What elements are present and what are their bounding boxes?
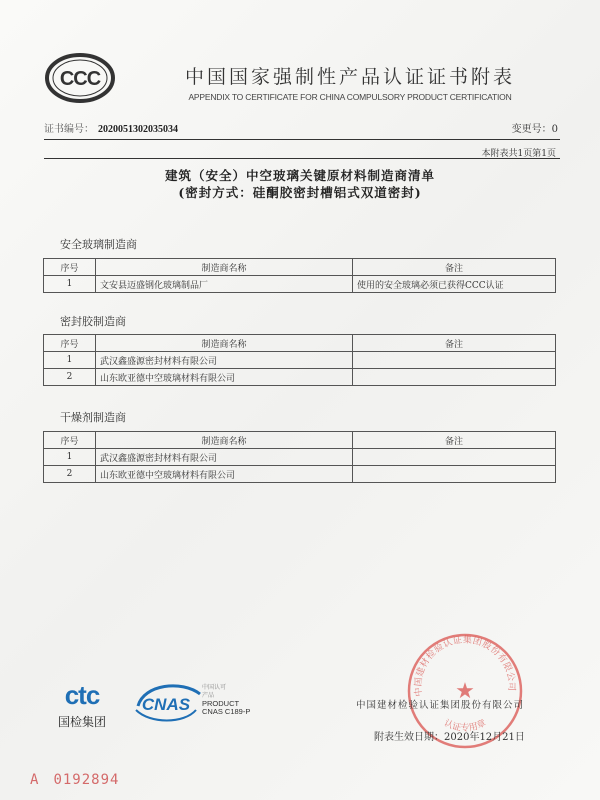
col-header-no: 序号	[44, 335, 96, 352]
header-divider	[44, 139, 560, 140]
col-header-remark: 备注	[353, 259, 556, 276]
cert-no-value: 2020051302035034	[98, 124, 178, 135]
row-name: 武汉鑫盛源密封材料有限公司	[96, 449, 353, 466]
change-number: 变更号：0	[511, 124, 558, 135]
ccc-logo-text: CCC	[59, 68, 101, 90]
serial-value: 0192894	[53, 772, 120, 788]
cnas-line4: CNAS C189-P	[202, 707, 251, 716]
row-no: 2	[44, 369, 96, 386]
row-no: 2	[44, 466, 96, 483]
col-header-remark: 备注	[353, 335, 556, 352]
table-header-row	[44, 432, 556, 449]
row-remark	[353, 449, 556, 466]
cnas-line1: 中国认可	[202, 685, 227, 691]
table-safety-glass	[43, 258, 556, 293]
document-title: 建筑（安全）中空玻璃关键原材料制造商清单	[164, 168, 435, 183]
row-name: 武汉鑫盛源密封材料有限公司	[96, 352, 353, 369]
col-header-no: 序号	[44, 432, 96, 449]
col-header-name: 制造商名称	[96, 335, 353, 352]
serial-number	[30, 772, 119, 788]
table-desiccant	[43, 431, 556, 483]
serial-prefix: A	[30, 772, 40, 788]
document-subtitle: (密封方式：硅酮胶密封槽铝式双道密封)	[178, 185, 422, 200]
col-header-name: 制造商名称	[96, 259, 353, 276]
table-row	[44, 466, 556, 483]
section-title-sealant: 密封胶制造商	[60, 315, 126, 328]
table-row	[44, 352, 556, 369]
cnas-line3: PRODUCT	[202, 699, 240, 708]
table-header-row	[44, 259, 556, 276]
row-name: 山东欧亚德中空玻璃材料有限公司	[96, 466, 353, 483]
page-info: 本附表共1页第1页	[481, 149, 556, 159]
col-header-name: 制造商名称	[96, 432, 353, 449]
row-name: 文安县迈盛钢化玻璃制品厂	[96, 276, 353, 293]
row-remark	[353, 369, 556, 386]
issuer-name: 中国建材检验认证集团股份有限公司	[356, 700, 525, 711]
section-title-desiccant: 干燥剂制造商	[60, 411, 126, 424]
table-header-row	[44, 335, 556, 352]
row-no: 1	[44, 449, 96, 466]
cnas-line2: 产品	[202, 693, 215, 699]
cnas-accreditation-text	[202, 684, 250, 716]
row-remark	[353, 466, 556, 483]
table-row	[44, 449, 556, 466]
seal-star-icon: ★	[455, 679, 475, 704]
row-name: 山东欧亚德中空玻璃材料有限公司	[96, 369, 353, 386]
certificate-number	[44, 120, 178, 135]
section-title-safety-glass: 安全玻璃制造商	[60, 238, 137, 251]
row-remark: 使用的安全玻璃必须已获得CCC认证	[353, 276, 556, 293]
ctc-logo-text: ctc	[64, 680, 100, 710]
ccc-logo-icon	[44, 52, 116, 104]
table-sealant	[43, 334, 556, 386]
ctc-name: 国检集团	[57, 715, 107, 729]
seal-text: 中国建材检验认证集团股份有限公司	[413, 635, 517, 697]
issue-date: 附表生效日期：2020年12月21日	[374, 732, 525, 743]
certificate-title-cn: 中国国家强制性产品认证证书附表	[184, 66, 515, 88]
col-header-remark: 备注	[353, 432, 556, 449]
row-remark	[353, 352, 556, 369]
title-divider	[44, 158, 560, 159]
table-row	[44, 276, 556, 293]
cert-no-label: 证书编号：	[44, 124, 94, 135]
ctc-logo-icon	[48, 680, 116, 732]
row-no: 1	[44, 352, 96, 369]
seal-bottom-text: 认证专用章	[442, 718, 488, 734]
cnas-logo-text: CNAS	[141, 695, 191, 714]
table-row	[44, 369, 556, 386]
row-no: 1	[44, 276, 96, 293]
col-header-no: 序号	[44, 259, 96, 276]
certificate-title-en: APPENDIX TO CERTIFICATE FOR CHINA COMPULSORY PRODUCT CERTIFICATION	[188, 92, 512, 102]
